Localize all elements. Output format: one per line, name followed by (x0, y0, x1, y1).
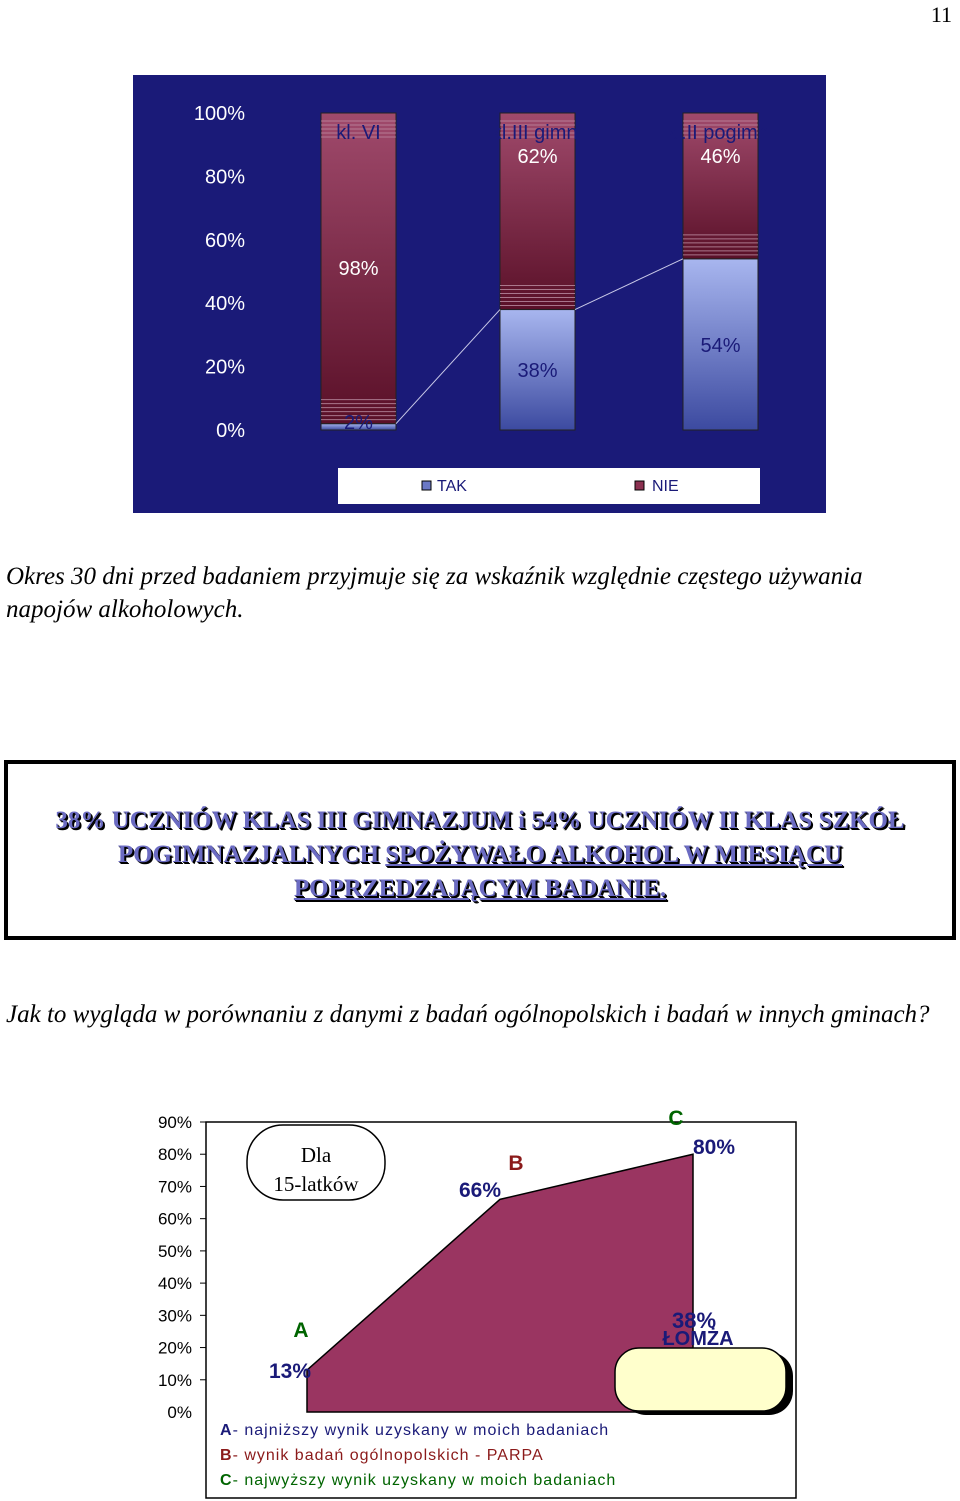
point-value-label: 66% (458, 1179, 502, 1202)
y-tick-label: 20% (157, 1338, 192, 1358)
legend-swatch-nie (635, 481, 644, 490)
y-tick-label: 90% (157, 1113, 192, 1132)
legend-line-a: A- najniższy wynik uzyskany w moich badaniach (220, 1422, 610, 1439)
text-box-line-2: 15-latków (273, 1172, 359, 1196)
y-tick-label: 70% (157, 1177, 192, 1197)
y-tick-label: 50% (157, 1241, 192, 1261)
legend-line-c: C- najwyższy wynik uzyskany w moich badaniach (220, 1472, 617, 1489)
y-tick-label: 60% (204, 229, 245, 252)
summary-text-part2: SPOŻYWAŁO ALKOHOL W MIESIĄCU POPRZEDZAJĄCYM BADANIE. (293, 841, 843, 902)
text-box-line-1: Dla (300, 1143, 332, 1167)
y-tick-label: 10% (157, 1370, 192, 1390)
summary-box (4, 760, 956, 940)
legend-label-tak: TAK (437, 478, 467, 495)
legend-swatch-tak (422, 481, 431, 490)
chart1-legend (338, 468, 760, 504)
summary-text (8, 804, 952, 906)
value-label-tak: 38% (517, 360, 558, 382)
y-tick-label: 80% (204, 166, 245, 189)
chart2-text-box (247, 1125, 385, 1200)
value-label-tak: 2% (344, 412, 373, 434)
point-value-label: 13% (268, 1360, 312, 1383)
legend-label-nie: NIE (652, 478, 679, 495)
value-label-nie: 46% (700, 146, 741, 168)
page-number: 11 (930, 2, 952, 27)
category-label: kl.III gimn. (491, 122, 584, 144)
stacked-bar-chart (133, 75, 826, 513)
category-label: kl.II pogimn. (666, 122, 775, 144)
category-label: kl. VI (336, 122, 381, 144)
point-letter: B (508, 1152, 524, 1175)
point-letter: C (668, 1107, 684, 1130)
chart1-legend-box (338, 468, 760, 504)
y-tick-label: 80% (157, 1145, 192, 1165)
y-tick-label: 0% (216, 420, 245, 442)
value-label-tak: 54% (700, 335, 741, 357)
y-tick-label: 20% (204, 356, 245, 379)
y-tick-label: 60% (157, 1209, 192, 1229)
comparison-question: Jak to wygląda w porównaniu z danymi z badań ogólnopolskich i badań w innych gminach? (6, 1001, 930, 1028)
value-label-nie: 98% (338, 258, 379, 280)
chart2-y-axis (158, 1113, 206, 1422)
y-tick-label: 30% (157, 1306, 192, 1326)
y-tick-label: 40% (204, 293, 245, 316)
value-label-nie: 62% (517, 146, 558, 168)
point-value-label: 80% (692, 1136, 736, 1159)
callout-label: ŁOMŻA (662, 1328, 734, 1350)
area-chart (120, 1100, 810, 1500)
callout-value: 38% (671, 1308, 717, 1333)
y-tick-label: 0% (167, 1403, 192, 1422)
callout-frame (615, 1348, 786, 1411)
point-letter: A (293, 1319, 309, 1342)
legend-line-b: B- wynik badań ogólnopolskich - PARPA (220, 1447, 544, 1464)
y-tick-label: 100% (193, 103, 245, 125)
y-tick-label: 40% (157, 1274, 192, 1294)
intro-paragraph: Okres 30 dni przed badaniem przyjmuje się za wskaźnik względnie częstego używania napojów alkoholowych. (6, 563, 863, 623)
summary-text-part1: 38% UCZNIÓW KLAS III GIMNAZJUM i 54% UCZNIÓW II KLAS SZKÓŁ POGIMNAZJALNYCH (55, 807, 905, 868)
